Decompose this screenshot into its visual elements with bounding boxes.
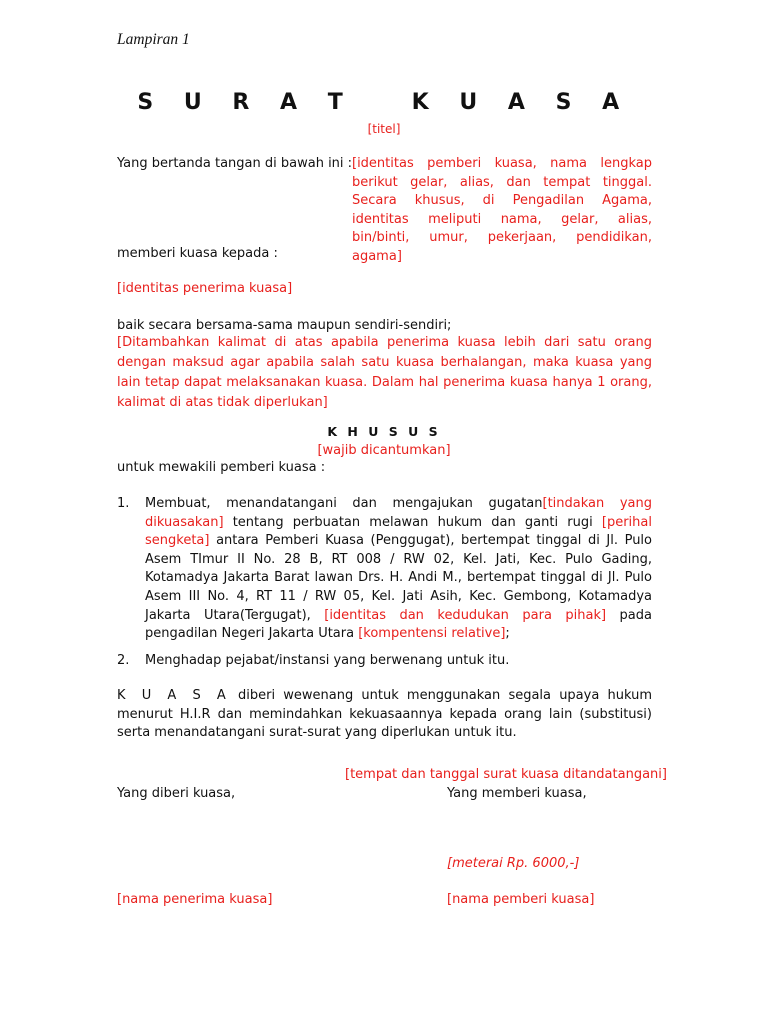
item-placeholder: [tindakan yang dikuasakan] bbox=[145, 496, 652, 530]
grantee-placeholder: [identitas penerima kuasa] bbox=[117, 281, 293, 296]
item-text: tentang perbuatan melawan hukum dan ganti rugi bbox=[223, 514, 602, 530]
place-date-placeholder: [tempat dan tanggal surat kuasa ditandatangani] bbox=[345, 767, 667, 782]
closing-text: diberi wewenang untuk menggunakan segala upaya hukum menurut H.I.R dan memindahkan kekuasaannya kepada orang lain (substitusi) serta menandatangani surat-surat yang diperlukan untuk itu. bbox=[117, 688, 652, 740]
list-item-number: 2. bbox=[117, 653, 130, 668]
grantor-name-placeholder: [nama pemberi kuasa] bbox=[447, 892, 595, 907]
kuasa-word: K U A S A bbox=[117, 688, 230, 703]
grantor-placeholder: [identitas pemberi kuasa, nama lengkap berikut gelar, alias, dan tempat tinggal. Secara khusus, di Pengadilan Agama, identitas meliputi nama, gelar, alias, bin/binti, umur, pekerjaan, pendidikan, agama] bbox=[352, 156, 652, 264]
list-item: Menghadap pejabat/instansi yang berwenang untuk itu. bbox=[145, 653, 510, 668]
item-placeholder: [kompentensi relative] bbox=[358, 626, 506, 642]
khusus-heading: K H U S U S bbox=[327, 424, 441, 439]
item-placeholder: [identitas dan kedudukan para pihak] bbox=[324, 607, 607, 623]
attachment-label: Lampiran 1 bbox=[117, 31, 190, 48]
jointly-text: baik secara bersama-sama maupun sendiri-sendiri; bbox=[117, 318, 452, 333]
khusus-intro: untuk mewakili pemberi kuasa : bbox=[117, 460, 326, 475]
item-text: Membuat, menandatangani dan mengajukan gugatan bbox=[145, 496, 543, 511]
jointly-note: [Ditambahkan kalimat di atas apabila penerima kuasa lebih dari satu orang dengan maksud agar apabila salah satu kuasa berhalangan, maka kuasa yang lain tetap dapat melaksanakan kuasa. Dalam hal penerima kuasa hanya 1 orang, kalimat di atas tidak diperlukan] bbox=[117, 335, 652, 410]
item-text: ; bbox=[505, 626, 510, 642]
grantee-signature-label: Yang diberi kuasa, bbox=[117, 786, 236, 801]
grant-to-label: memberi kuasa kepada : bbox=[117, 246, 278, 261]
item-placeholder: [perihal sengketa] bbox=[145, 514, 652, 549]
closing-paragraph bbox=[117, 687, 652, 743]
list-item bbox=[145, 495, 652, 644]
grantor-label: Yang bertanda tangan di bawah ini : bbox=[117, 156, 353, 171]
grantor-signature-label: Yang memberi kuasa, bbox=[447, 786, 587, 801]
title-note: [titel] bbox=[367, 122, 401, 136]
item-text: pada pengadilan Negeri Jakarta Utara bbox=[145, 607, 652, 642]
item-text: antara Pemberi Kuasa (Penggugat), bertempat tinggal di Jl. Pulo Asem TImur II No. 28 B, RT 008 / RW 02, Kel. Jati, Kec. Pulo Gading, Kotamadya Jakarta Barat lawan Drs. H. Andi M., bertempat tinggal di Jl. Pulo Asem III No. 4, RT 11 / RW 05, Kel. Jati Asih, Kec. Gembong, Kotamadya Jakarta Utara(Tergugat), bbox=[145, 533, 652, 623]
meterai-placeholder: [meterai Rp. 6000,-] bbox=[447, 856, 580, 871]
khusus-note: [wajib dicantumkan] bbox=[317, 443, 451, 458]
grantee-name-placeholder: [nama penerima kuasa] bbox=[117, 892, 273, 907]
list-item-number: 1. bbox=[117, 496, 130, 511]
document-title: S U R A T K U A S A bbox=[137, 90, 631, 115]
